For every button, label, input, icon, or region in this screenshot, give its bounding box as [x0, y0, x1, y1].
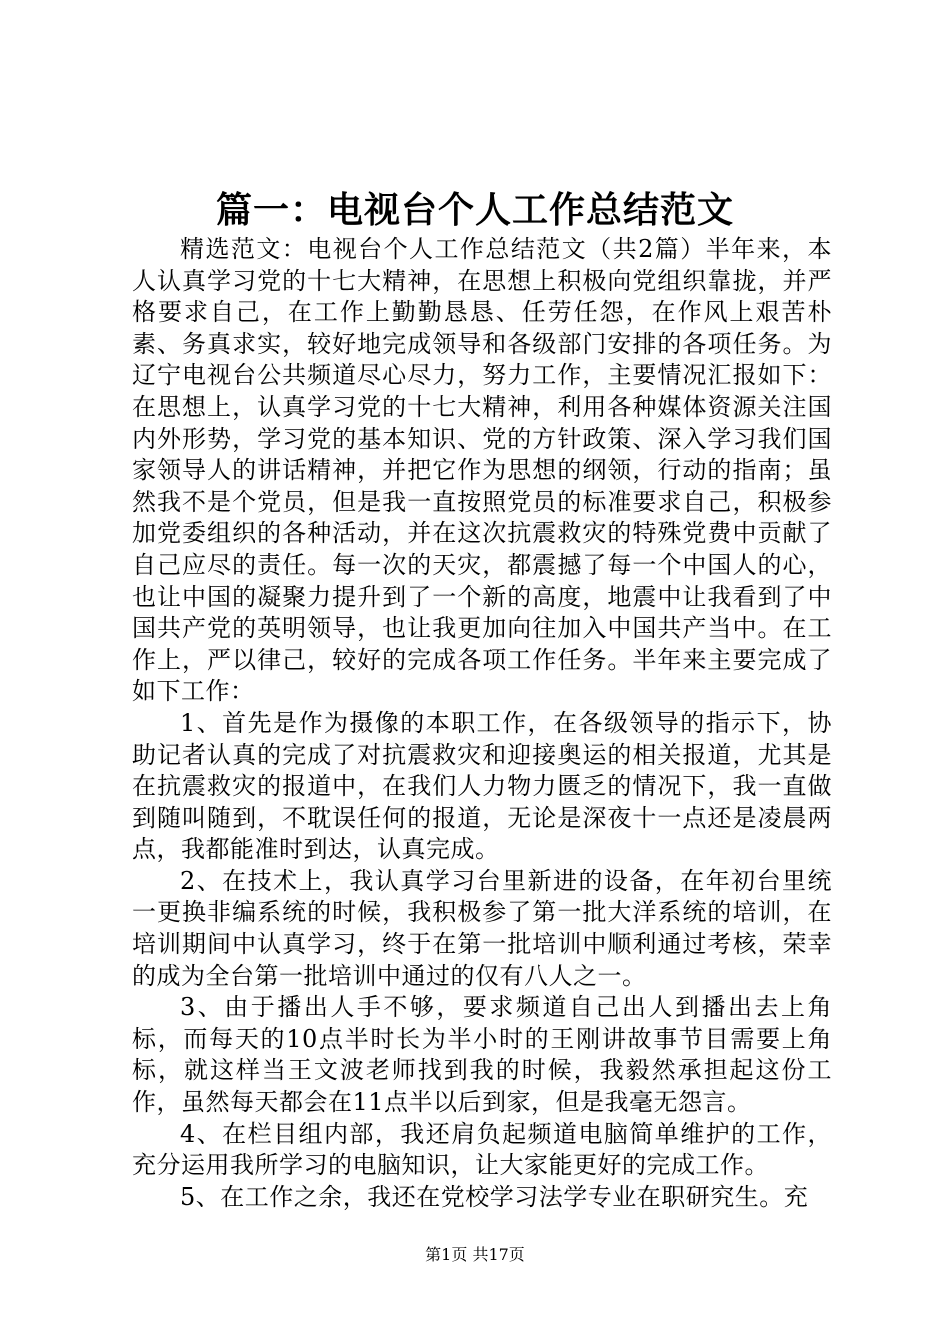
paragraph-intro: 精选范文：电视台个人工作总结范文（共2篇）半年来，本人认真学习党的十七大精神，在思想上积极向党组织靠拢，并严格要求自己，在工作上勤勤恳恳、任劳任怨，在作风上艰苦朴素、务真求实，较好地完成领导和各级部门安排的各项任务。为辽宁电视台公共频道尽心尽力，努力工作，主要情况汇报如下：在思想上，认真学习党的十七大精神，利用各种媒体资源关注国内外形势，学习党的基本知识、党的方针政策、深入学习我们国家领导人的讲话精神，并把它作为思想的纲领，行动的指南；虽然我不是个党员，但是我一直按照党员的标准要求自己，积极参加党委组织的各种活动，并在这次抗震救灾的特殊党费中贡献了自己应尽的责任。每一次的天灾，都震撼了每一个中国人的心，也让中国的凝聚力提升到了一个新的高度，地震中让我看到了中国共产党的英明领导，也让我更加向往加入中国共产当中。在工作上，严以律己，较好的完成各项工作任务。半年来主要完成了如下工作： [132, 235, 832, 706]
paragraph-item-1: 1、首先是作为摄像的本职工作，在各级领导的指示下，协助记者认真的完成了对抗震救灾和迎接奥运的相关报道，尤其是在抗震救灾的报道中，在我们人力物力匮乏的情况下，我一直做到随叫随到，不耽误任何的报道，无论是深夜十一点还是凌晨两点，我都能准时到达，认真完成。 [132, 708, 832, 864]
document-title: 篇一：电视台个人工作总结范文 [215, 189, 734, 231]
document-body [132, 234, 832, 1213]
page-number-footer: 第1页 共17页 [425, 1245, 525, 1264]
paragraph-item-4: 4、在栏目组内部，我还肩负起频道电脑简单维护的工作，充分运用我所学习的电脑知识，让大家能更好的完成工作。 [132, 1119, 832, 1180]
paragraph-item-2: 2、在技术上，我认真学习台里新进的设备，在年初台里统一更换非编系统的时候，我积极参了第一批大洋系统的培训，在培训期间中认真学习，终于在第一批培训中顺利通过考核，荣幸的成为全台第一批培训中通过的仅有八人之一。 [132, 866, 832, 990]
paragraph-item-5: 5、在工作之余，我还在党校学习法学专业在职研究生。充 [180, 1182, 809, 1211]
paragraph-item-3: 3、由于播出人手不够，要求频道自己出人到播出去上角标，而每天的10点半时长为半小时的王刚讲故事节目需要上角标，就这样当王文波老师找到我的时候，我毅然承担起这份工作，虽然每天都会在11点半以后到家，但是我毫无怨言。 [132, 993, 832, 1117]
